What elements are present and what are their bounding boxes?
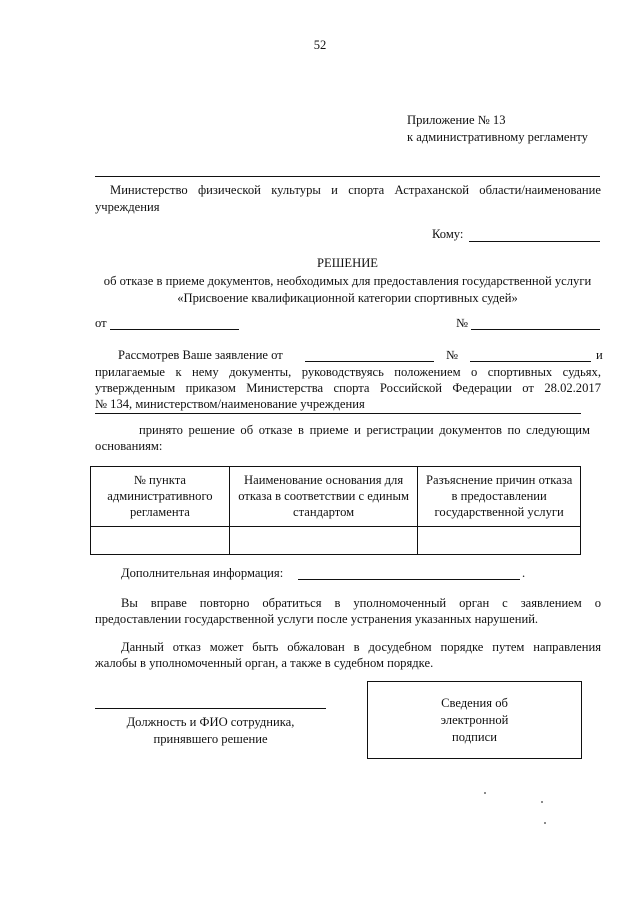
signature-line[interactable]: [95, 708, 326, 709]
reapply-line-1: Вы вправе повторно обратиться в уполномоченный орган с заявлением о: [121, 596, 601, 610]
additional-info-field[interactable]: [298, 566, 520, 580]
application-date-field[interactable]: [305, 348, 434, 362]
refusal-reasons-table: [90, 466, 581, 555]
subtitle-line-2: «Присвоение квалификационной категории спортивных судей»: [177, 291, 518, 305]
esign-line-3: подписи: [452, 730, 497, 744]
application-number-field[interactable]: [470, 348, 591, 362]
p1-conjunction: и: [596, 348, 603, 362]
number-field[interactable]: [471, 316, 600, 330]
electronic-signature-box: [367, 681, 582, 759]
number-label: №: [456, 316, 469, 330]
p1-line-4: № 134, министерством/наименование учреждения: [95, 397, 365, 411]
appendix-number: Приложение № 13: [407, 113, 506, 127]
p2-line-1: принято решение об отказе в приеме и регистрации документов по следующим: [139, 423, 590, 437]
institution-field[interactable]: [95, 413, 581, 414]
subtitle-line-1: об отказе в приеме документов, необходимых для предоставления государственной услуги: [103, 274, 592, 288]
table-header-row: [91, 467, 581, 527]
additional-info-end: .: [522, 566, 526, 580]
recipient-label: Кому:: [432, 227, 464, 241]
p1-line-2: прилагаемые к нему документы, руководствуясь положением о спортивных судьях,: [95, 365, 601, 379]
esign-line-1: Сведения об: [441, 696, 508, 710]
header-refusal-explanation: Разъяснение причин отказа в предоставлении государственной услуги: [418, 467, 581, 527]
appendix-regulation: к административному регламенту: [407, 130, 588, 144]
signature-caption-line-2: принявшего решение: [153, 732, 268, 746]
recipient-field[interactable]: [469, 227, 600, 242]
table-row: [91, 527, 581, 555]
ministry-line-1: Министерство физической культуры и спорта Астраханской области/наименование: [110, 183, 601, 197]
header-regulation-point: № пункта административного регламента: [91, 467, 230, 527]
table-cell-regulation-point[interactable]: [91, 527, 230, 555]
header-refusal-basis: Наименование основания для отказа в соответствии с единым стандартом: [229, 467, 417, 527]
esign-line-2: электронной: [440, 713, 509, 727]
additional-info-label: Дополнительная информация:: [121, 566, 284, 580]
p1-line-3: утвержденным приказом Министерства спорта Российской Федерации от 28.02.2017: [95, 381, 601, 395]
reapply-line-2: предоставлении государственной услуги после устранения указанных нарушений.: [95, 612, 539, 626]
document-title: РЕШЕНИЕ: [317, 256, 378, 270]
document-subtitle: [80, 273, 615, 307]
ministry-line-2: учреждения: [95, 200, 160, 214]
date-field[interactable]: [110, 316, 239, 330]
ministry-top-rule: [95, 176, 600, 177]
scan-speck: [484, 792, 486, 794]
date-label: от: [95, 316, 107, 330]
appeal-line-2: жалобы в уполномоченный орган, а также в судебном порядке.: [95, 656, 434, 670]
appendix-header: [407, 112, 588, 146]
page-number: 52: [313, 38, 327, 52]
scan-speck: [541, 801, 543, 803]
p2-line-2: основаниям:: [95, 439, 163, 453]
signature-caption: [95, 714, 326, 748]
table-cell-refusal-explanation[interactable]: [418, 527, 581, 555]
table-cell-refusal-basis[interactable]: [229, 527, 417, 555]
signature-caption-line-1: Должность и ФИО сотрудника,: [126, 715, 295, 729]
p1-text-start: Рассмотрев Ваше заявление от: [118, 348, 283, 362]
scan-speck: [544, 822, 546, 824]
p1-number-sign: №: [446, 348, 459, 362]
appeal-line-1: Данный отказ может быть обжалован в досудебном порядке путем направления: [121, 640, 601, 654]
